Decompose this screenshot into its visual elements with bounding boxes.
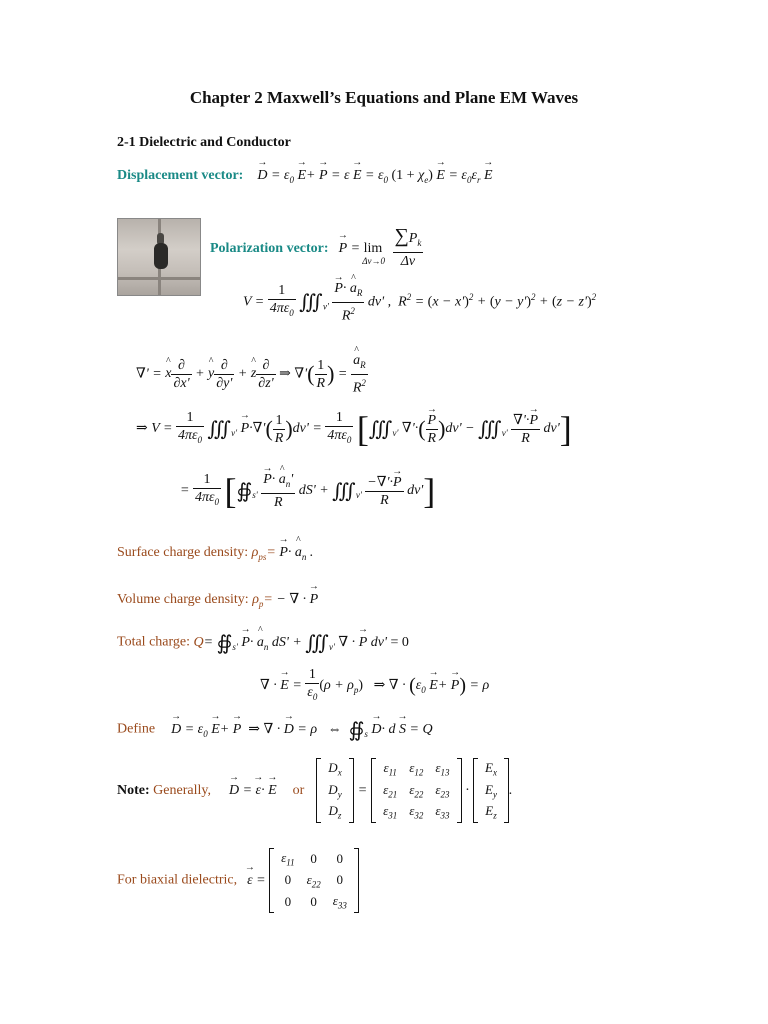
- polarization-label: Polarization vector:: [210, 241, 329, 257]
- potential-result: = $\frac{1}{4\pi\varepsilon_0}$ [$∯_{s'}$ → $\frac{P\cdot \^{} a_n'}{R}$ $dS' + ∭_{v'}$ $\frac{-\nabla'\cdot\to P}{R}$ dv']: [180, 470, 435, 512]
- note-label: Note:: [117, 783, 150, 799]
- surface-charge-label: Surface charge density:: [117, 545, 252, 560]
- gauss-equation: ∇ · → E = $\frac{1}{\varepsilon_0}$ $(\rho + \rho_p)$ ⇒ ∇ · $(\varepsilon_0 \to E+ \to P) = \rho$: [260, 666, 489, 706]
- displacement-line: [117, 166, 493, 185]
- surface-charge-line: [117, 543, 313, 562]
- matrix-equation: $D_x$ $D_y$ $D_z$ = $\varepsilon_{11}$ $\varepsilon_{12}$ $\varepsilon_{13}$ $\varepsilon_{21}$ $\varepsilon_{22}$ $\varepsilon_{23}$ $\varepsilon_{31}$ $\varepsilon_{32}$ $\varepsilon_{33}$ · $E_x$ $E_y$ $E_z$ .: [316, 781, 512, 798]
- total-charge-line: [117, 630, 409, 655]
- define-line: [117, 717, 433, 742]
- displacement-equation: → $D = \varepsilon_0 \to E+ \to P = \varepsilon \to E = \varepsilon_0$ $(1 + \chi_e) \to E = \varepsilon_0\varepsilon_r \to E$: [257, 168, 492, 183]
- note-generally: Generally,: [149, 783, 211, 799]
- polarization-equation: → $P = \lim_{\Delta v\to 0}$ $\frac{\sum P_k}{\Delta v}$: [339, 241, 424, 256]
- define-label: Define: [117, 721, 156, 737]
- displacement-label: Displacement vector:: [117, 168, 244, 183]
- polarization-line: [210, 225, 423, 270]
- tensor-relation: → D = → ε· → E: [229, 783, 277, 798]
- surface-charge-equation: $\rho_{ps}= \to P\cdot$ ^ $a_n$ .: [252, 545, 314, 560]
- note-line: [117, 758, 512, 823]
- define-equation: → $D = \varepsilon_0 \to E+ \to P$ ⇒ ∇ · → D = ρ ⇔ $∯_s \to D\cdot d \to S = Q$: [171, 722, 432, 737]
- section-heading: 2-1 Dielectric and Conductor: [117, 135, 291, 150]
- biaxial-equation: → ε = $\varepsilon_{11}$ 0 0 0 $\varepsilon_{22}$ 0 0 0 $\varepsilon_{33}$: [247, 873, 359, 888]
- volume-charge-line: [117, 590, 318, 609]
- gradient-equation: ∇' = ^ x $\frac{\partial}{\partial x'}$ + ^ y $\frac{\partial}{\partial y'}$ + ^ z $\frac{\partial}{\partial z'}$ ⇒ ∇'( $\frac{1}{R}$ ) = ^ $\frac{a_R}{R^2}$: [136, 352, 368, 396]
- biaxial-line: [117, 848, 359, 913]
- volume-charge-label: Volume charge density:: [117, 592, 253, 607]
- potential-expansion: ⇒ V = $\frac{1}{4\pi\varepsilon_0}$ $∭_{v'} \to P\cdot\nabla'$( $\frac{1}{R}$ )dv' = $\frac{1}{4\pi\varepsilon_0}$ [$∭_{v'}$ ∇'·( → $\frac{P}{R}$ )$dv' - ∭_{v'}$ $\frac{\nabla'\cdot\to P}{R}$ dv']: [136, 408, 572, 450]
- volume-charge-equation: $\rho_p=$ − ∇ · → P: [252, 592, 318, 607]
- biaxial-label: For biaxial dielectric,: [117, 872, 238, 888]
- or-label: or: [292, 783, 305, 799]
- total-charge-equation: $Q= ∯_{s'} \to P\cdot$ ^ $a_n$ $dS' + ∭_{v'}$ ∇ · → P dv' = 0: [194, 635, 409, 650]
- page-title: Chapter 2 Maxwell’s Equations and Plane EM Waves: [189, 88, 579, 107]
- photo-image: [117, 218, 201, 296]
- total-charge-label: Total charge:: [117, 634, 194, 650]
- potential-equation: V = $\frac{1}{4\pi\varepsilon_0}$ $∭_{v'}$ → $\frac{P\cdot \^{} a_R}{R^2}$ dv' , $R^2 = (x - x')^2 + (y - y')^2 + (z - z')^2$: [243, 280, 596, 324]
